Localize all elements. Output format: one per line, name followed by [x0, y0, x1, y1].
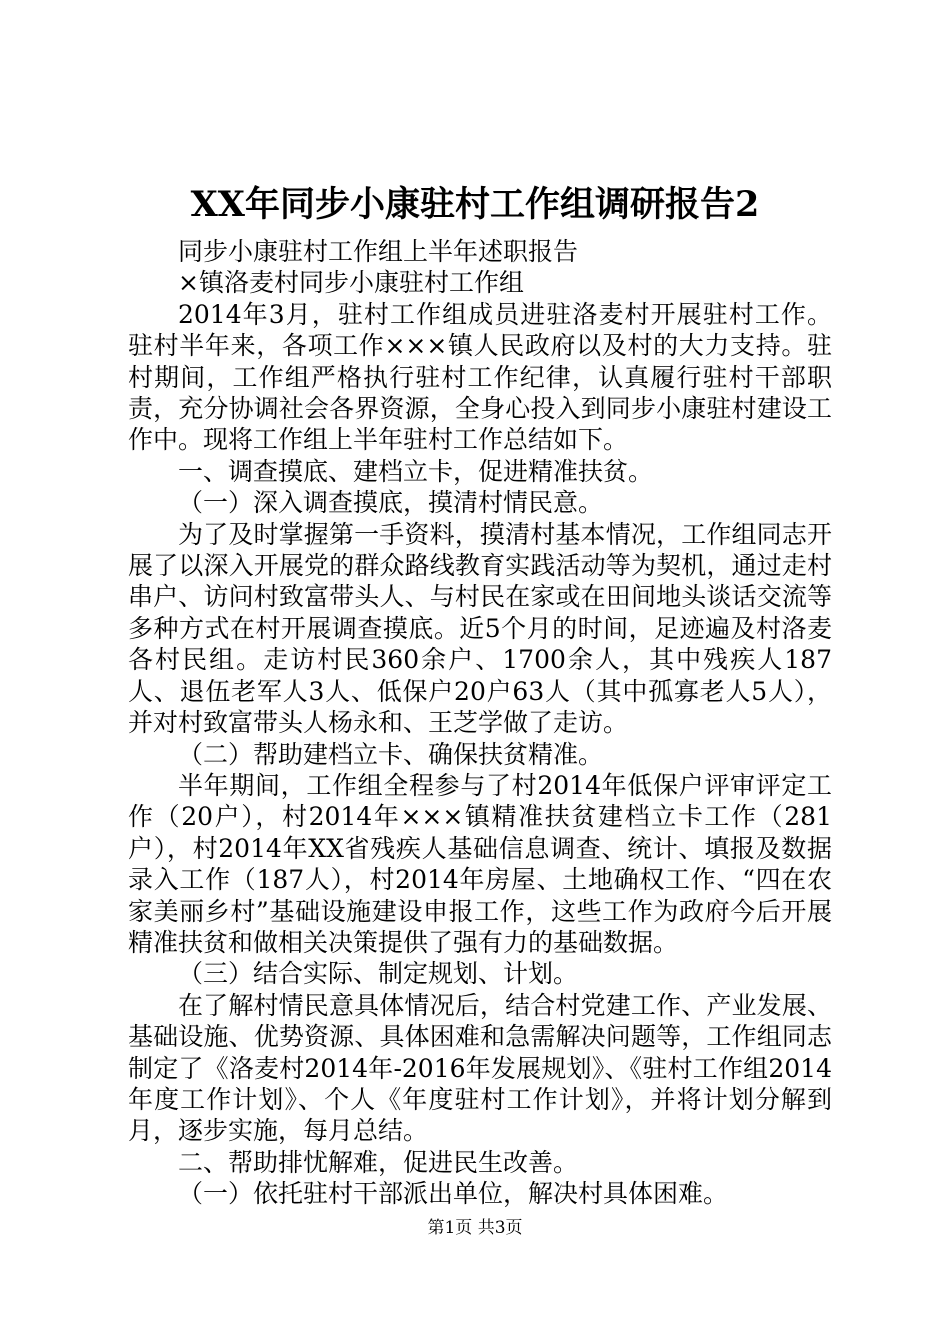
document-body	[128, 236, 832, 1210]
paragraph: 2014年3月，驻村工作组成员进驻洛麦村开展驻村工作。驻村半年来，各项工作×××镇人民政府以及村的大力支持。驻村期间，工作组严格执行驻村工作纪律，认真履行驻村干部职责，充分协调社会各界资源，全身心投入到同步小康驻村建设工作中。现将工作组上半年驻村工作总结如下。	[128, 299, 832, 455]
document-title: XX年同步小康驻村工作组调研报告2	[190, 184, 760, 225]
section-heading: 二、帮助排忧解难，促进民生改善。	[178, 1147, 579, 1177]
paragraph: 在了解村情民意具体情况后，结合村党建工作、产业发展、基础设施、优势资源、具体困难和急需解决问题等，工作组同志制定了《洛麦村2014年-2016年发展规划》、《驻村工作组2014年度工作计划》、个人《年度驻村工作计划》，并将计划分解到月，逐步实施，每月总结。	[128, 990, 832, 1146]
subsection-heading: （二）帮助建档立卡、确保扶贫精准。	[178, 739, 604, 769]
paragraph: 为了及时掌握第一手资料，摸清村基本情况，工作组同志开展了以深入开展党的群众路线教育实践活动等为契机，通过走村串户、访问村致富带头人、与村民在家或在田间地头谈话交流等多种方式在村开展调查摸底。近5个月的时间，足迹遍及村洛麦各村民组。走访村民360余户、1700余人，其中残疾人187人、退伍老军人3人、低保户20户63人（其中孤寡老人5人），并对村致富带头人杨永和、王芝学做了走访。	[128, 519, 832, 738]
paragraph-author: ×镇洛麦村同步小康驻村工作组	[178, 268, 524, 298]
page-footer: 第1页 共3页	[427, 1218, 523, 1238]
paragraph-subtitle: 同步小康驻村工作组上半年述职报告	[178, 237, 579, 266]
subsection-heading: （三）结合实际、制定规划、计划。	[178, 959, 579, 989]
subsection-heading: （一）深入调查摸底，摸清村情民意。	[178, 488, 604, 518]
paragraph: 半年期间，工作组全程参与了村2014年低保户评审评定工作（20户），村2014年×××镇精准扶贫建档立卡工作（281户），村2014年XX省残疾人基础信息调查、统计、填报及数据录入工作（187人），村2014年房屋、土地确权工作、“四在农家美丽乡村”基础设施建设申报工作，这些工作为政府今后开展精准扶贫和做相关决策提供了强有力的基础数据。	[128, 770, 832, 957]
section-heading: 一、调查摸底、建档立卡，促进精准扶贫。	[178, 456, 654, 486]
subsection-heading: （一）依托驻村干部派出单位，解决村具体困难。	[178, 1179, 729, 1209]
